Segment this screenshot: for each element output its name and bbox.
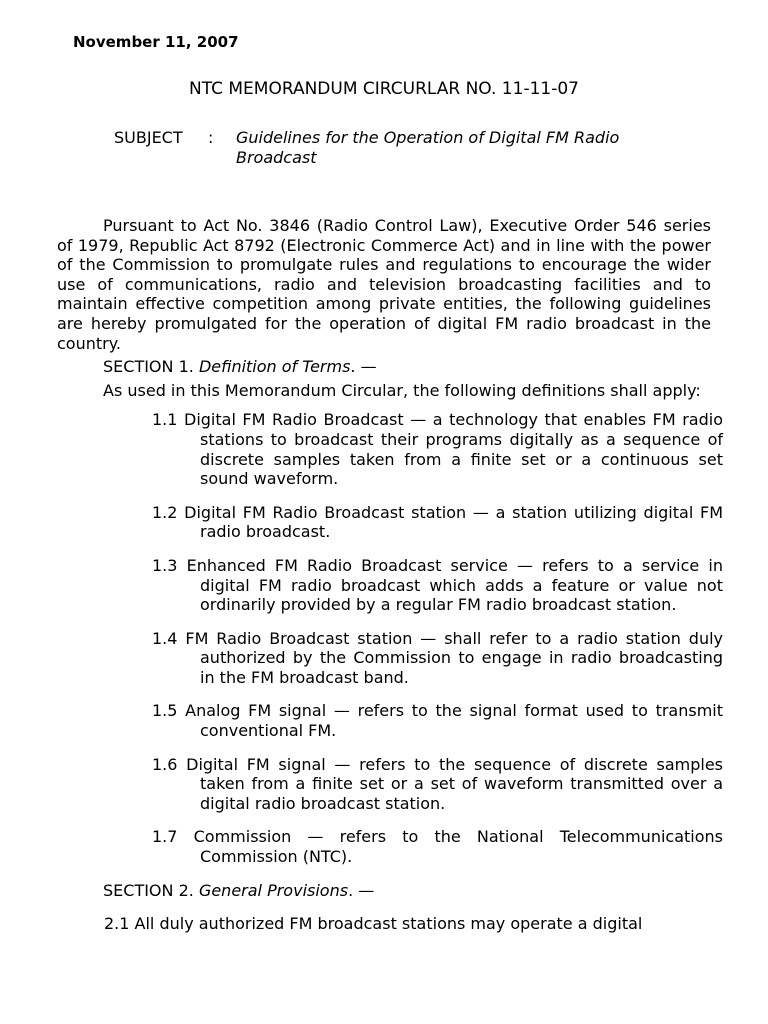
section-1-suffix: . — [350,357,377,377]
section-1-title: Definition of Terms [198,357,351,377]
section-1-prefix: SECTION 1. [103,357,199,377]
definition-item: 1.6 Digital FM signal — refers to the sequence of discrete samples taken from a finite set or a set of waveform transmitted over a digital radio broadcast station. [152,754,723,813]
definition-item: 1.4 FM Radio Broadcast station — shall refer to a radio station duly authorized by the Commission to engage in radio broadcasting in the FM broadcast band. [152,628,723,687]
subject-label: SUBJECT [114,128,183,147]
subject-colon: : [208,128,214,147]
definition-item: 1.5 Analog FM signal — refers to the signal format used to transmit conventional FM. [152,701,723,741]
definition-item: 1.3 Enhanced FM Radio Broadcast service — refers to a service in digital FM radio broadcast which adds a feature or value not ordinarily provided by a regular FM radio broadcast station. [152,555,723,615]
memo-body [57,216,723,934]
section-2-suffix: . — [348,880,375,900]
definition-item: 1.7 Commission — refers to the National Telecommunications Commission (NTC). [152,827,723,867]
definition-item: 1.1 Digital FM Radio Broadcast — a technology that enables FM radio stations to broadcast their programs digitally as a sequence of discrete samples taken from a finite set or a continuous set sound waveform. [152,410,723,489]
section-2-prefix: SECTION 2. [103,880,199,900]
section-1-heading [57,357,711,377]
subject-text: Guidelines for the Operation of Digital FM Radio Broadcast [236,128,620,167]
intro-paragraph: Pursuant to Act No. 3846 (Radio Control Law), Executive Order 546 series of 1979, Republic Act 8792 (Electronic Commerce Act) and in line with the power of the Commission to promulgate rules and regulations to encourage the wider use of communications, radio and television broadcasting facilities and to maintain effective competition among private entities, the following guidelines are hereby promulgated for the operation of digital FM radio broadcast in the country. [57,216,711,353]
memo-title: NTC MEMORANDUM CIRCURLAR NO. 11-11-07 [189,79,579,99]
section-2-title: General Provisions [198,880,349,900]
definition-item: 1.2 Digital FM Radio Broadcast station — a station utilizing digital FM radio broadcast. [152,502,723,542]
memo-date: November 11, 2007 [73,33,239,51]
section-2-heading [57,881,711,901]
provision-2-1: 2.1 All duly authorized FM broadcast stations may operate a digital [104,914,643,934]
definitions-lead: As used in this Memorandum Circular, the following definitions shall apply: [103,380,701,400]
